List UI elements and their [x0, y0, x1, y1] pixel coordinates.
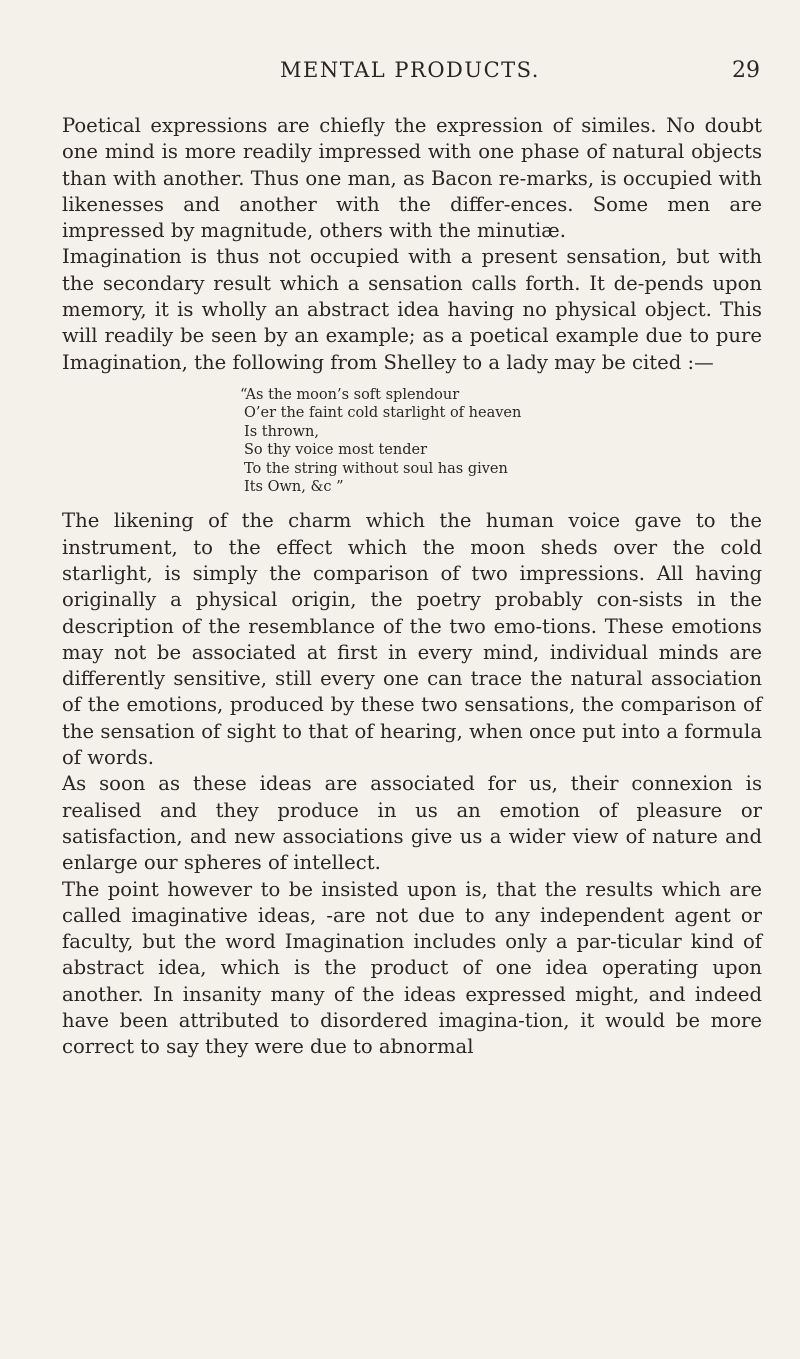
paragraph: The likening of the charm which the human voice gave to the instrument, to the effect which the moon sheds over the cold starlight, is simply the comparison of two impressions. All having originally a physical origin, the poetry probably con-sists in the description of the resemblance of the two emo-tions. These emotions may not be associated at first in every mind, individual minds are differently sensitive, still every one can trace the natural association of the emotions, produced by these two sensations, the comparison of the sensation of sight to that of hearing, when once put into a formula of words. — [62, 509, 762, 770]
poem-line: Its Own, &c ” — [244, 479, 344, 495]
poem-line: O’er the faint cold starlight of heaven — [244, 405, 522, 422]
poem-line: So thy voice most tender — [244, 442, 428, 459]
poem-quotation — [240, 386, 762, 496]
paragraph: As soon as these ideas are associated for us, their connexion is realised and they produce in us an emotion of pleasure or satisfaction, and new associations give us a wider view of nature and enlarge our spheres of intellect. — [62, 772, 762, 875]
running-header — [60, 58, 760, 88]
page-number: 29 — [732, 58, 760, 83]
poem-line: To the string without soul has given — [244, 460, 508, 477]
poem-line: Is thrown, — [244, 423, 319, 440]
page-title: MENTAL PRODUCTS. — [280, 58, 540, 82]
paragraph: Imagination is thus not occupied with a present sensation, but with the secondary result which a sensation calls forth. It de-pends upon memory, it is wholly an abstract idea having no physical object. This will readily be seen by an example; as a poetical example due to pure Imagination, the following from Shelley to a lady may be cited :— — [62, 245, 762, 374]
poem-line: “As the moon’s soft splendour — [240, 386, 460, 403]
paragraph: The point however to be insisted upon is, that the results which are called imaginative ideas, -are not due to any independent agent or faculty, but the word Imagination includes only a par-ticular kind of abstract idea, which is the product of one idea operating upon another. In insanity many of the ideas expressed might, and indeed have been attributed to disordered imagina-tion, it would be more correct to say they were due to abnormal — [62, 877, 762, 1059]
paragraph: Poetical expressions are chiefly the expression of similes. No doubt one mind is more readily impressed with one phase of natural objects than with another. Thus one man, as Bacon re-marks, is occupied with likenesses and another with the differ-ences. Some men are impressed by magnitude, others with the minutiæ. — [62, 114, 762, 243]
body-text — [62, 113, 762, 1061]
